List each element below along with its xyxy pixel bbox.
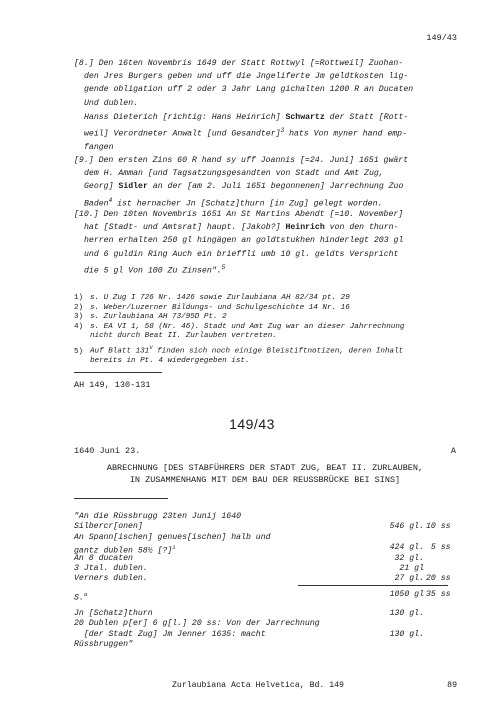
heading-line: IN ZUSAMMENHANG MIT DEM BAU DER REUSSBRÜCKE BEI SINS] — [129, 474, 401, 485]
text-line: [10.] Den 10ten Novembris 1651 An St Martins Abendt [=10. November] — [74, 210, 404, 219]
document-letter: A — [450, 446, 456, 456]
page-number: 89 — [447, 681, 457, 690]
ledger-row: Verners dublen. 27 gl. 20 ss — [74, 574, 451, 584]
name-bold: Sidler — [118, 182, 148, 192]
footnote-ref: 4 — [108, 196, 113, 204]
ledger-row: An 8 ducaten 32 gl. — [74, 553, 424, 563]
document-number: 149/43 — [229, 416, 275, 432]
ledger-row: Silbercr[onen] 546 gl. 10 ss — [74, 522, 451, 532]
text-line: herren erhalten 250 gl hingägen an goldtstukhen hinderlegt 203 gl — [84, 236, 404, 246]
footnote: 3) s. Zurlaubiana AH 73/95D Pt. 2 — [74, 313, 227, 322]
note-ref: a — [83, 591, 88, 598]
footnote-cont: nicht durch Beat II. Zurlauben vertreten. — [90, 332, 277, 341]
ledger-row: Jn [Schatz]thurn 130 gl. — [74, 609, 424, 618]
footnote-ref: 5 — [221, 263, 226, 271]
ledger-row: An Spann[ischen] genues[ischen] halb und — [74, 532, 271, 542]
running-head: 149/43 — [426, 33, 457, 43]
ledger-table — [74, 512, 456, 585]
heading-line: ABRECHNUNG [DES STABFÜHRERS DER STADT ZUG, BEAT II. ZURLAUBEN, — [106, 463, 424, 473]
sum-rule — [298, 585, 448, 586]
ledger-table-2 — [74, 609, 456, 651]
text-line: dem H. Amman [und Tagsatzungsgesandten von Stadt und Amt Zug, — [84, 169, 384, 179]
text-line: Georg] Sidler an der [am 2. Juli 1651 begonnenen] Jarrechnung Zuo — [84, 182, 404, 192]
name-bold: Schwartz — [285, 113, 325, 122]
ledger-total-row: S.$^a$ 1050 gl 35 ss — [74, 590, 451, 603]
footnote: 4) s. EA VI 1, 58 (Nr. 46). Stadt und Amt Zug war an dieser Jahrrechnung — [74, 322, 405, 331]
footnotes — [74, 294, 454, 367]
document-heading — [74, 463, 456, 486]
text-line: und 6 guldin Ring Auch ein brieffli umb 10 gl. geldts Verspricht — [84, 249, 399, 259]
divider — [74, 372, 162, 373]
ledger-row: 20 Dublen p[er] 6 g[l.] 20 ss: Von der Jarrechnung — [74, 619, 320, 629]
text-line: die 5 gl Von 100 Zu Zinsen".$^5$ — [84, 263, 226, 276]
footnote: 5) Auf Blatt $131^V$ finden sich noch einige Bleistiftnotizen, deren Inhalt — [74, 343, 404, 356]
paragraph-8-signature — [74, 111, 456, 154]
date-line — [74, 446, 456, 456]
name-bold: Heinrich — [285, 223, 325, 233]
ledger-row: "An die Rüssbrugg 23ten Junij 1640 — [74, 512, 242, 521]
footer-title: Zurlaubiana Acta Helvetica, Bd. 149 — [172, 681, 344, 690]
text-line: hat [Stadt- und Amtsrat] haupt. [Jakob?] Heinrich von den thurn- — [84, 223, 399, 233]
text-line: [9.] Den ersten Zins 60 R hand sy uff Joannis [=24. Juni] 1651 gwärt — [74, 156, 409, 165]
paragraph-10 — [74, 208, 456, 278]
ledger-row: [der Stadt Zug] Jm Jenner 1635: macht 130 gl. — [74, 629, 424, 639]
footnote-ref: 1 — [172, 544, 176, 552]
ledger-total — [74, 590, 456, 603]
paragraph-9 — [74, 154, 456, 211]
text-line: gende obligation uff 2 oder 3 Jahr Lang gichalten 1200 R an Ducaten — [84, 85, 414, 95]
text-line: Und dublen. — [84, 98, 139, 108]
text-line: den Jres Burgers geben und uff die Jngeliferte Jm geldtkosten lig- — [84, 72, 409, 82]
text-line: Baden$^4$ ist hernacher Jn [Schatz]thurn [in Zug] gelegt worden. — [84, 196, 383, 209]
footnote-ref: 3 — [280, 127, 285, 135]
text-line: weil] Verordneter Anwalt [und Gesandter]$^3$ hats Von myner hand emp- — [84, 127, 407, 139]
divider — [74, 498, 168, 499]
ledger-row: Rüssbruggen" — [74, 640, 133, 650]
footnote: 2) s. Weber/Luzerner Bildungs- und Schulgeschichte 14 Nr. 16 — [74, 303, 350, 312]
footnote: 1) s. U Zug I 726 Nr. 1426 sowie Zurlaubiana AH 82/34 pt. 29 — [74, 294, 350, 302]
document-date: 1640 Juni 23. — [74, 446, 141, 456]
paragraph-8 — [74, 57, 456, 110]
text-line: Hanss Dieterich [richtig: Hans Heinrich] Schwartz der Statt [Rott- — [84, 113, 409, 122]
source-reference: AH 149, 130-131 — [74, 380, 151, 390]
ledger-row: 3 Jtal. dublen. 21 gl — [74, 563, 424, 573]
footnote-cont: bereits in Pt. 4 wiedergegeben ist. — [90, 357, 250, 366]
text-line: fangen — [84, 143, 114, 153]
text-line: [8.] Den 16ten Novembris 1649 der Statt Rottwyl [=Rottweil] Zuohan- — [74, 59, 404, 68]
ledger-row: gantz dublen 58½ [?]$^1$ 424 gl. 5 ss — [74, 543, 451, 556]
